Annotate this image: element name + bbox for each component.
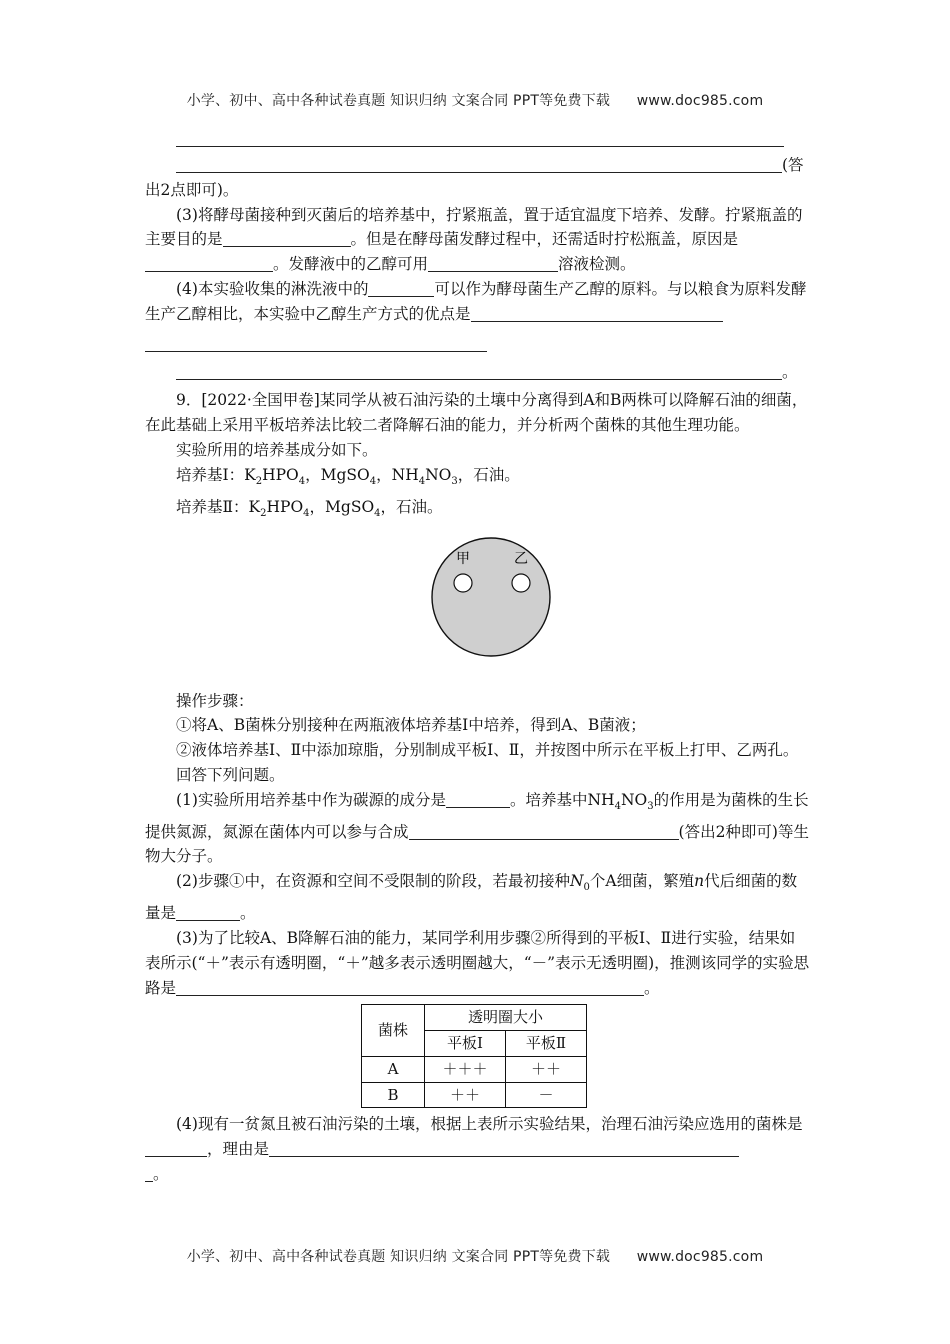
answer-line-row	[176, 153, 810, 178]
step-2: ②液体培养基Ⅰ、Ⅱ中添加琼脂，分别制成平板Ⅰ、Ⅱ，并按图中所示在平板上打甲、乙两孔。	[176, 741, 799, 760]
header-plate-1: 平板Ⅰ	[425, 1031, 506, 1057]
q8-part3: (3)将酵母菌接种到灭菌后的培养基中，拧紧瓶盖，置于适宜温度下培养、发酵。拧紧瓶盖的主要目的是 。但是在酵母菌发酵过程中，还需适时拧松瓶盖，原因是。发酵液中的乙醇可用 溶液检测。	[145, 205, 803, 274]
answer-line	[145, 333, 487, 352]
cell-plate-1: ＋＋	[425, 1082, 506, 1108]
answer-blank	[145, 1165, 153, 1182]
q9-intro: 9．[2022·全国甲卷]某同学从被石油污染的土壤中分离得到A和B两株可以降解石油的细菌，在此基础上采用平板培养法比较二者降解石油的能力，并分析两个菌株的其他生理功能。	[145, 391, 808, 435]
hole-label-jia: 甲	[456, 550, 470, 567]
cell-strain: B	[362, 1082, 425, 1108]
answer-prompt: 回答下列问题。	[176, 765, 285, 784]
answer-blank	[428, 255, 558, 272]
cell-plate-2: ＋＋	[506, 1056, 587, 1082]
q9-part2: (2)步骤①中，在资源和空间不受限制的阶段，若最初接种$N_0$个A细菌，繁殖n代后细菌的数量是 。	[145, 872, 798, 923]
footer-url[interactable]: www.doc985.com	[636, 1249, 764, 1265]
plate-circle	[432, 538, 550, 656]
plate-figure	[429, 535, 553, 659]
answer-blank	[176, 904, 240, 921]
header-plate-2: 平板Ⅱ	[506, 1031, 587, 1057]
q9-part1: (1)实验所用培养基中作为碳源的成分是 。培养基中$NH_4NO_3$的作用是为菌株的生长提供氮源，氮源在菌体内可以参与合成 (答出2种即可)等生物大分子。	[145, 790, 809, 866]
cell-plate-2: －	[506, 1082, 587, 1108]
medium-1: 培养基Ⅰ：$K_2HPO_4$，MgSO$_4$，$NH_4NO_3$，石油。	[176, 465, 520, 487]
answer-blank	[176, 363, 782, 380]
q8-hint-end: 出2点即可)。	[145, 180, 239, 199]
header-text: 小学、初中、高中各种试卷真题 知识归纳 文案合同 PPT等免费下载	[186, 93, 611, 109]
hole-label-yi: 乙	[514, 550, 528, 567]
steps-title: 操作步骤：	[176, 691, 254, 710]
answer-blank	[269, 1140, 739, 1157]
answer-blank	[145, 255, 273, 272]
answer-line	[176, 128, 784, 147]
page-header	[0, 90, 950, 110]
table-row	[362, 1056, 587, 1082]
step-1: ①将A、B菌株分别接种在两瓶液体培养基Ⅰ中培养，得到A、B菌液；	[176, 716, 646, 735]
answer-blank	[223, 230, 351, 247]
cell-strain: A	[362, 1056, 425, 1082]
page-footer	[0, 1246, 950, 1266]
cell-plate-1: ＋＋＋	[425, 1056, 506, 1082]
results-table	[361, 1004, 587, 1108]
table-header-row	[362, 1005, 587, 1031]
table-row	[362, 1082, 587, 1108]
page-content	[145, 128, 810, 1187]
answer-blank	[145, 1140, 207, 1157]
q9-part3: (3)为了比较A、B降解石油的能力，某同学利用步骤②所得到的平板Ⅰ、Ⅱ进行实验，结果如表所示(“＋”表示有透明圈，“＋”越多表示透明圈越大，“－”表示无透明圈)，推测该同学的实验思路是 。	[145, 928, 810, 997]
hole-jia	[454, 574, 472, 592]
answer-blank	[471, 305, 723, 322]
header-strain: 菌株	[362, 1005, 425, 1057]
answer-blank	[368, 280, 434, 297]
answer-blank	[176, 156, 782, 173]
footer-text: 小学、初中、高中各种试卷真题 知识归纳 文案合同 PPT等免费下载	[186, 1249, 611, 1265]
answer-line-row: 。	[176, 360, 810, 385]
answer-blank	[409, 823, 679, 840]
plate-diagram	[145, 535, 810, 675]
q9-part4-end: 。	[145, 1162, 810, 1187]
header-size: 透明圈大小	[425, 1005, 587, 1031]
answer-blank	[446, 791, 510, 808]
answer-hint: (答	[782, 156, 804, 174]
q9-part4: (4)现有一贫氮且被石油污染的土壤，根据上表所示实验结果，治理石油污染应选用的菌株是，理由是	[145, 1112, 810, 1162]
answer-blank	[176, 979, 644, 996]
medium-intro: 实验所用的培养基成分如下。	[176, 440, 378, 459]
header-url[interactable]: www.doc985.com	[636, 93, 764, 109]
hole-yi	[512, 574, 530, 592]
q8-part4: (4)本实验收集的淋洗液中的 可以作为酵母菌生产乙醇的原料。与以粮食为原料发酵生产乙醇相比，本实验中乙醇生产方式的优点是	[145, 279, 807, 323]
medium-2: 培养基Ⅱ：$K_2HPO_4$，MgSO$_4$，石油。	[176, 497, 443, 519]
